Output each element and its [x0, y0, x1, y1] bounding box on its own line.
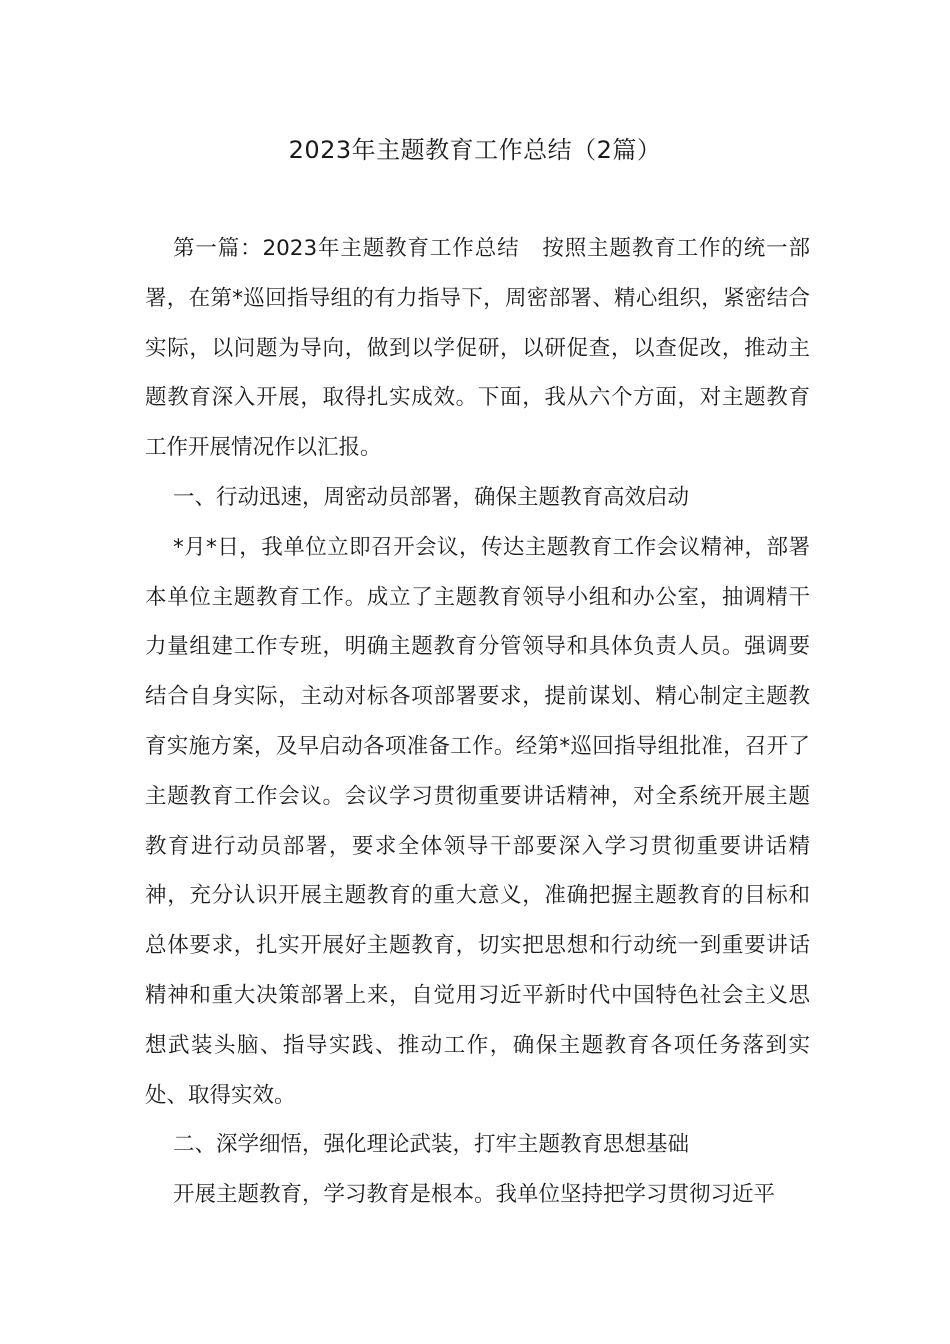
intro-text: 按照主题教育工作的统一部署，在第*巡回指导组的有力指导下，周密部署、精心组织，紧密结合实际，以问题为导向，做到以学促研，以研促查，以查促改，推动主题教育深入开展，取得扎实成效。下面，我从六个方面，对主题教育工作开展情况作以汇报。 — [145, 236, 810, 461]
section-1-paragraph: *月*日，我单位立即召开会议，传达主题教育工作会议精神，部署本单位主题教育工作。成立了主题教育领导小组和办公室，抽调精干力量组建工作专班，明确主题教育分管领导和具体负责人员。强调要结合自身实际，主动对标各项部署要求，提前谋划、精心制定主题教育实施方案，及早启动各项准备工作。经第*巡回指导组批准，召开了主题教育工作会议。会议学习贯彻重要讲话精神，对全系统开展主题教育进行动员部署，要求全体领导干部要深入学习贯彻重要讲话精神，充分认识开展主题教育的重大意义，准确把握主题教育的目标和总体要求，扎实开展好主题教育，切实把思想和行动统一到重要讲话精神和重大决策部署上来，自觉用习近平新时代中国特色社会主义思想武装头脑、指导实践、推动工作，确保主题教育各项任务落到实处、取得实效。 — [145, 534, 810, 1108]
section-2-paragraph: 开展主题教育，学习教育是根本。我单位坚持把学习贯彻习近平 — [172, 1182, 775, 1208]
document-title: 2023年主题教育工作总结（2篇） — [288, 136, 662, 164]
intro-paragraph — [145, 224, 810, 473]
section-2-heading: 二、深学细悟，强化理论武装，打牢主题教育思想基础 — [172, 1132, 689, 1158]
document-body — [145, 224, 810, 1220]
part-label: 第一篇：2023年主题教育工作总结 — [172, 236, 520, 261]
section-1-heading: 一、行动迅速，周密动员部署，确保主题教育高效启动 — [172, 484, 689, 510]
